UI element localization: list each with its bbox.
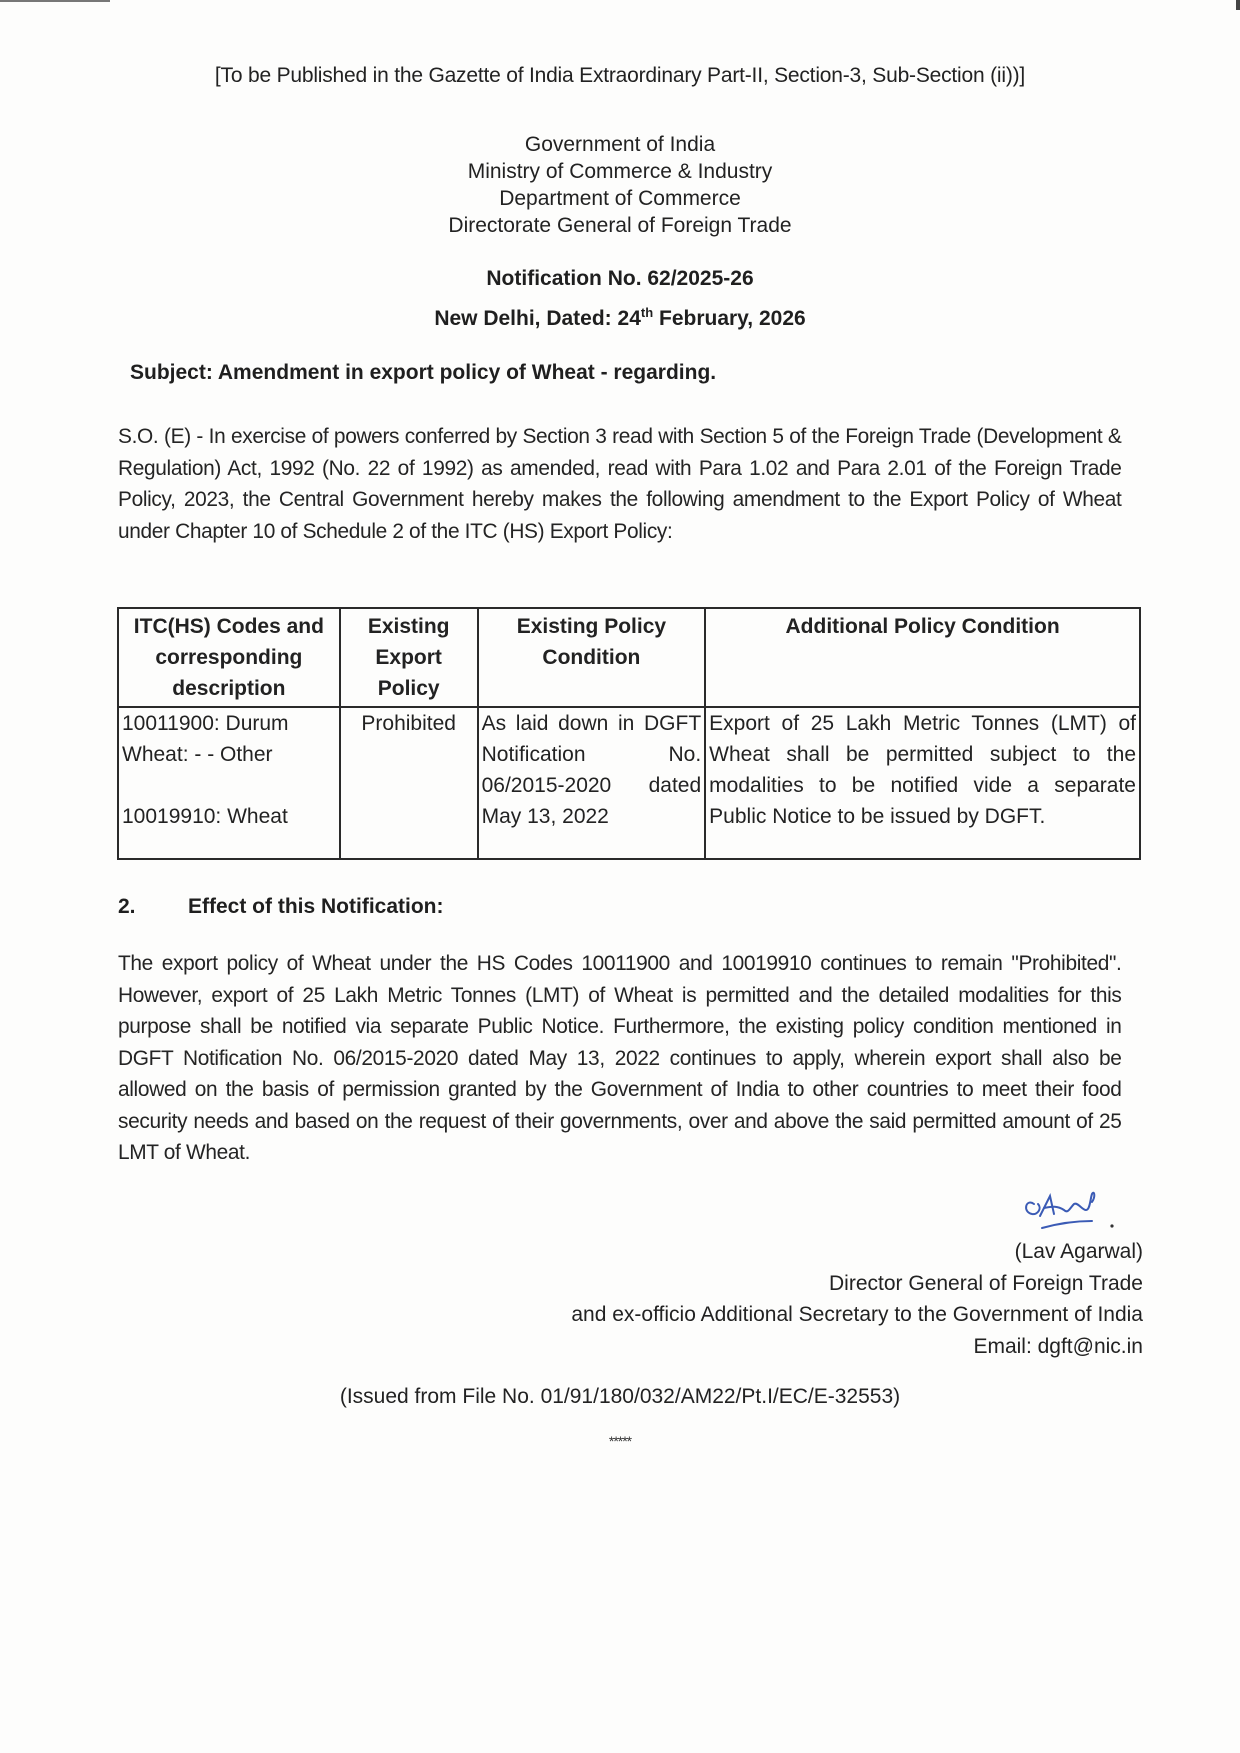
header-existing-export-policy: Existing Export Policy	[340, 608, 478, 707]
signatory-block	[571, 1236, 1143, 1362]
table-row	[118, 707, 1140, 859]
header-line-directorate: Directorate General of Foreign Trade	[448, 214, 792, 237]
scan-edge-artifact	[1236, 0, 1240, 10]
section-2-heading	[118, 895, 444, 919]
end-of-document-mark: *****	[608, 1433, 632, 1449]
preamble-paragraph: S.O. (E) - In exercise of powers conferred by Section 3 read with Section 5 of the Foreign Trade (Development & Regulation) Act, 1992 (No. 22 of 1992) as amended, read with Para 1.02 and Para 2.01 of the Foreign Trade Policy, 2023, the Central Government hereby makes the following amendment to the Export Policy of Wheat under Chapter 10 of Schedule 2 of the ITC (HS) Export Policy:	[118, 424, 1122, 543]
cell-existing-condition: As laid down in DGFT Notification No. 06/2015-2020 dated May 13, 2022	[478, 707, 706, 859]
signatory-name: (Lav Agarwal)	[1014, 1240, 1143, 1263]
hs-code-line: 10019910: Wheat	[122, 805, 288, 828]
table-header-row	[118, 608, 1140, 707]
signature-icon	[1020, 1188, 1120, 1238]
section-title: Effect of this Notification:	[188, 895, 444, 918]
signature-dot	[1110, 1224, 1113, 1227]
hs-code-line: 10011900: Durum	[122, 712, 289, 735]
scan-edge-artifact	[0, 0, 110, 2]
section-number: 2.	[118, 895, 136, 918]
header-line-ministry: Ministry of Commerce & Industry	[467, 160, 773, 183]
effect-paragraph: The export policy of Wheat under the HS Codes 10011900 and 10019910 continues to remain "Prohibited". However, export of 25 Lakh Metric Tonnes (LMT) of Wheat is permitted and the detailed modalities for this purpose shall be notified via separate Public Notice. Furthermore, the existing policy condition mentioned in DGFT Notification No. 06/2015-2020 dated May 13, 2022 continues to apply, wherein export shall also be allowed on the basis of permission granted by the Government of India to other countries to meet their food security needs and based on the request of their governments, over and above the said permitted amount of 25 LMT of Wheat.	[118, 951, 1122, 1164]
header-additional-policy-condition: Additional Policy Condition	[705, 608, 1140, 707]
subject-line: Subject: Amendment in export policy of Wheat - regarding.	[130, 361, 717, 384]
notification-date: New Delhi, Dated: 24th February, 2026	[434, 305, 806, 330]
header-line-department: Department of Commerce	[499, 187, 741, 210]
hs-code-line: Wheat: - - Other	[122, 743, 273, 766]
signatory-additional-designation: and ex-officio Additional Secretary to the Government of India	[571, 1303, 1143, 1326]
signatory-email: Email: dgft@nic.in	[973, 1334, 1143, 1358]
file-number: (Issued from File No. 01/91/180/032/AM22/Pt.I/EC/E-32553)	[339, 1385, 901, 1408]
cell-hs-codes	[118, 707, 340, 859]
issuing-authority-header	[0, 131, 1240, 239]
header-line-government: Government of India	[524, 133, 716, 156]
notification-number: Notification No. 62/2025-26	[486, 267, 754, 290]
policy-amendment-table	[117, 607, 1141, 860]
header-existing-policy-condition: Existing Policy Condition	[478, 608, 706, 707]
notification-heading	[0, 262, 1240, 336]
signatory-designation: Director General of Foreign Trade	[829, 1271, 1143, 1295]
cell-additional-condition: Export of 25 Lakh Metric Tonnes (LMT) of Wheat shall be permitted subject to the modalities to be notified vide a separate Public Notice to be issued by DGFT.	[705, 707, 1140, 859]
header-itc-hs-codes: ITC(HS) Codes and corresponding description	[118, 608, 340, 707]
cell-existing-export-policy: Prohibited	[340, 707, 478, 859]
gazette-publication-note: [To be Published in the Gazette of India Extraordinary Part-II, Section-3, Sub-Section (ii))]	[214, 64, 1026, 87]
